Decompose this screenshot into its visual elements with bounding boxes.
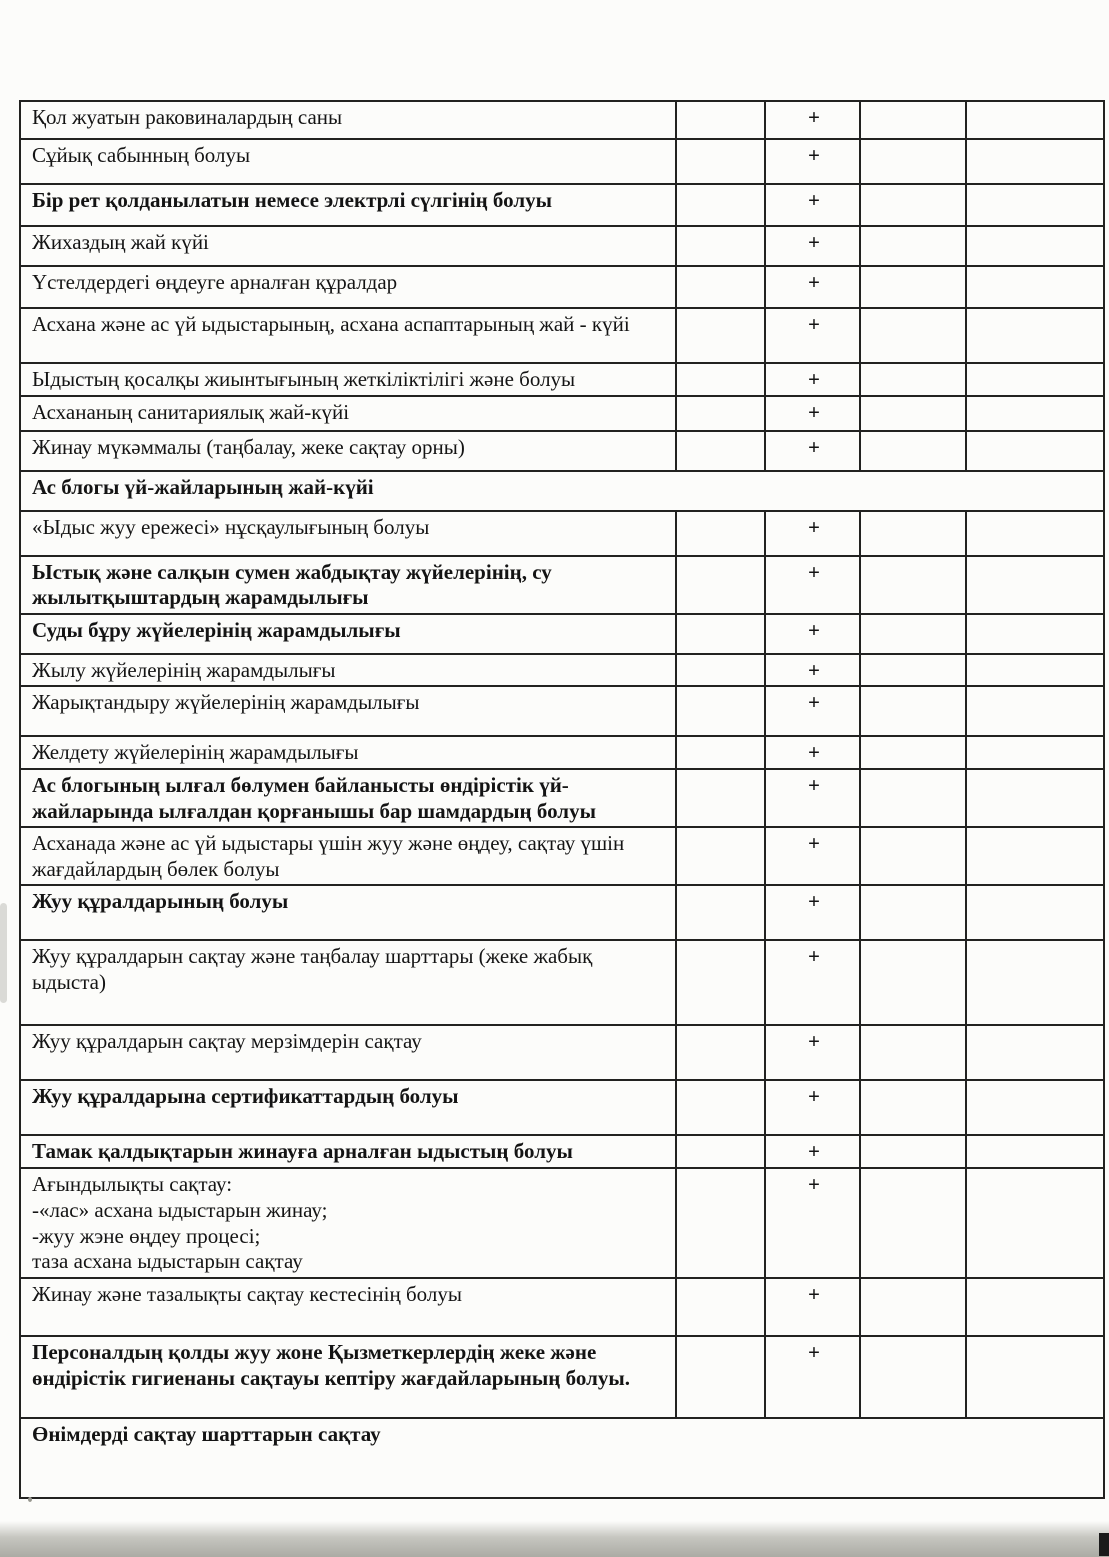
empty-cell [966,396,1104,431]
empty-cell [676,940,765,1025]
empty-cell [676,1168,765,1277]
table-row [20,511,1104,556]
empty-cell [676,184,765,226]
table-row [20,1080,1104,1135]
empty-cell [860,940,966,1025]
check-cell: + [765,1336,860,1418]
item-cell: Жылу жүйелерінің жарамдылығы [20,654,676,687]
check-cell: + [765,769,860,827]
empty-cell [676,614,765,654]
empty-cell [860,396,966,431]
empty-cell [676,431,765,471]
check-cell: + [765,827,860,885]
check-cell: + [765,885,860,940]
empty-cell [860,363,966,396]
item-cell: Жихаздың жай күйі [20,226,676,266]
item-cell: Ас блогының ылғал бөлумен байланысты өндірістік үй-жайларында ылғалдан қорғанышы бар шамдардың болуы [20,769,676,827]
empty-cell [860,139,966,184]
empty-cell [966,556,1104,614]
table-row [20,686,1104,736]
empty-cell [966,1168,1104,1277]
empty-cell [676,1278,765,1336]
table-row [20,769,1104,827]
check-cell: + [765,686,860,736]
scan-artifact-dot [28,1497,32,1502]
scan-artifact-left-smudge [0,903,7,1003]
empty-cell [966,1278,1104,1336]
check-cell: + [765,654,860,687]
table-row [20,1135,1104,1168]
empty-cell [676,396,765,431]
check-cell: + [765,614,860,654]
item-cell: Үстелдердегі өңдеуге арналған құралдар [20,266,676,308]
empty-cell [966,308,1104,363]
empty-cell [676,885,765,940]
check-cell: + [765,184,860,226]
item-cell: Асханада және ас үй ыдыстары үшін жуу және өңдеу, сақтау үшін жағдайлардың бөлек болуы [20,827,676,885]
empty-cell [676,769,765,827]
item-cell: Суды бұру жүйелерінің жарамдылығы [20,614,676,654]
section-row [20,471,1104,511]
empty-cell [860,511,966,556]
empty-cell [966,511,1104,556]
scan-artifact-corner-mark [1099,1533,1109,1556]
check-cell: + [765,556,860,614]
check-cell: + [765,363,860,396]
item-cell: Желдету жүйелерінің жарамдылығы [20,736,676,769]
table-row [20,885,1104,940]
empty-cell [966,431,1104,471]
empty-cell [966,654,1104,687]
check-cell: + [765,226,860,266]
empty-cell [676,266,765,308]
empty-cell [676,686,765,736]
empty-cell [966,184,1104,226]
check-cell: + [765,736,860,769]
table-row [20,396,1104,431]
empty-cell [860,1168,966,1277]
check-cell: + [765,266,860,308]
check-cell: + [765,1168,860,1277]
empty-cell [860,1135,966,1168]
empty-cell [860,184,966,226]
empty-cell [966,827,1104,885]
empty-cell [860,686,966,736]
scan-artifact-bottom-band [0,1521,1109,1557]
table-row [20,654,1104,687]
table-row [20,1278,1104,1336]
item-cell: Бір рет қолданылатын немесе электрлі сүлгінің болуы [20,184,676,226]
item-cell: Ыстық және салқын сумен жабдықтау жүйелерінің, су жылытқыштардың жарамдылығы [20,556,676,614]
empty-cell [966,226,1104,266]
empty-cell [860,1336,966,1418]
table-row [20,614,1104,654]
empty-cell [860,431,966,471]
table-row [20,431,1104,471]
item-cell: Персоналдың қолды жуу жоне Қызметкерлердің жеке және өндірістік гигиенаны сақтауы кептіру жағдайларының болуы. [20,1336,676,1418]
empty-cell [860,654,966,687]
item-cell: «Ыдыс жуу ережесі» нұсқаулығының болуы [20,511,676,556]
item-cell: Жарықтандыру жүйелерінің жарамдылығы [20,686,676,736]
empty-cell [860,101,966,139]
table-row [20,736,1104,769]
item-cell: Қол жуатын раковиналардың саны [20,101,676,139]
item-cell: Жуу құралдарына сертификаттардың болуы [20,1080,676,1135]
empty-cell [676,827,765,885]
item-cell: Асхана және ас үй ыдыстарының, асхана аспаптарының жай - күйі [20,308,676,363]
check-cell: + [765,308,860,363]
check-cell: + [765,139,860,184]
empty-cell [676,736,765,769]
check-cell: + [765,1135,860,1168]
table-row [20,101,1104,139]
empty-cell [966,139,1104,184]
item-cell: Жуу құралдарының болуы [20,885,676,940]
item-cell-multiline [20,1168,676,1277]
table-row [20,1336,1104,1418]
section-title-cell: Өнімдерді сақтау шарттарын сақтау [20,1418,1104,1498]
empty-cell [676,101,765,139]
empty-cell [966,769,1104,827]
table-row [20,1025,1104,1080]
empty-cell [966,736,1104,769]
check-cell: + [765,431,860,471]
item-cell: Тамак қалдықтарын жинауға арналған ыдыстың болуы [20,1135,676,1168]
table-row [20,1168,1104,1277]
empty-cell [966,885,1104,940]
empty-cell [860,769,966,827]
empty-cell [860,556,966,614]
empty-cell [966,614,1104,654]
empty-cell [966,1025,1104,1080]
empty-cell [676,511,765,556]
item-cell: Жуу құралдарын сақтау мерзімдерін сақтау [20,1025,676,1080]
table-row [20,226,1104,266]
item-cell: Жуу құралдарын сақтау және таңбалау шарттары (жеке жабық ыдыста) [20,940,676,1025]
empty-cell [966,266,1104,308]
empty-cell [966,1080,1104,1135]
table-row [20,940,1104,1025]
empty-cell [860,614,966,654]
empty-cell [676,654,765,687]
empty-cell [676,1025,765,1080]
check-cell: + [765,511,860,556]
item-cell: Асхананың санитариялық жай-күйі [20,396,676,431]
empty-cell [860,736,966,769]
empty-cell [676,1336,765,1418]
check-cell: + [765,101,860,139]
item-cell: Жинау және тазалықты сақтау кестесінің болуы [20,1278,676,1336]
check-cell: + [765,1080,860,1135]
section-title-cell: Ас блогы үй-жайларының жай-күйі [20,471,1104,511]
table-row [20,827,1104,885]
empty-cell [676,1080,765,1135]
inspection-table [19,100,1105,1499]
empty-cell [860,266,966,308]
empty-cell [676,308,765,363]
empty-cell [966,1135,1104,1168]
empty-cell [966,1336,1104,1418]
empty-cell [676,363,765,396]
item-line: -жуу жэне өңдеу процесі; [32,1223,261,1248]
empty-cell [966,101,1104,139]
empty-cell [676,1135,765,1168]
empty-cell [676,556,765,614]
empty-cell [676,226,765,266]
empty-cell [860,885,966,940]
table-row [20,363,1104,396]
item-cell: Жинау мүкәммалы (таңбалау, жеке сақтау орны) [20,431,676,471]
empty-cell [966,363,1104,396]
table-row [20,139,1104,184]
check-cell: + [765,1025,860,1080]
item-line: Ағындылықты сақтау: [32,1172,233,1197]
check-cell: + [765,940,860,1025]
empty-cell [966,686,1104,736]
empty-cell [860,226,966,266]
item-cell: Сұйық сабынның болуы [20,139,676,184]
table-row [20,308,1104,363]
empty-cell [860,1080,966,1135]
empty-cell [860,827,966,885]
table-row [20,266,1104,308]
item-line: таза асхана ыдыстарын сақтау [32,1249,303,1274]
section-row [20,1418,1104,1498]
empty-cell [676,139,765,184]
check-cell: + [765,396,860,431]
check-cell: + [765,1278,860,1336]
table-row [20,556,1104,614]
item-line: -«лас» асхана ыдыстарын жинау; [32,1198,328,1223]
empty-cell [860,308,966,363]
item-cell: Ыдыстың қосалқы жиынтығының жеткіліктілігі және болуы [20,363,676,396]
table-row [20,184,1104,226]
empty-cell [966,940,1104,1025]
empty-cell [860,1278,966,1336]
empty-cell [860,1025,966,1080]
